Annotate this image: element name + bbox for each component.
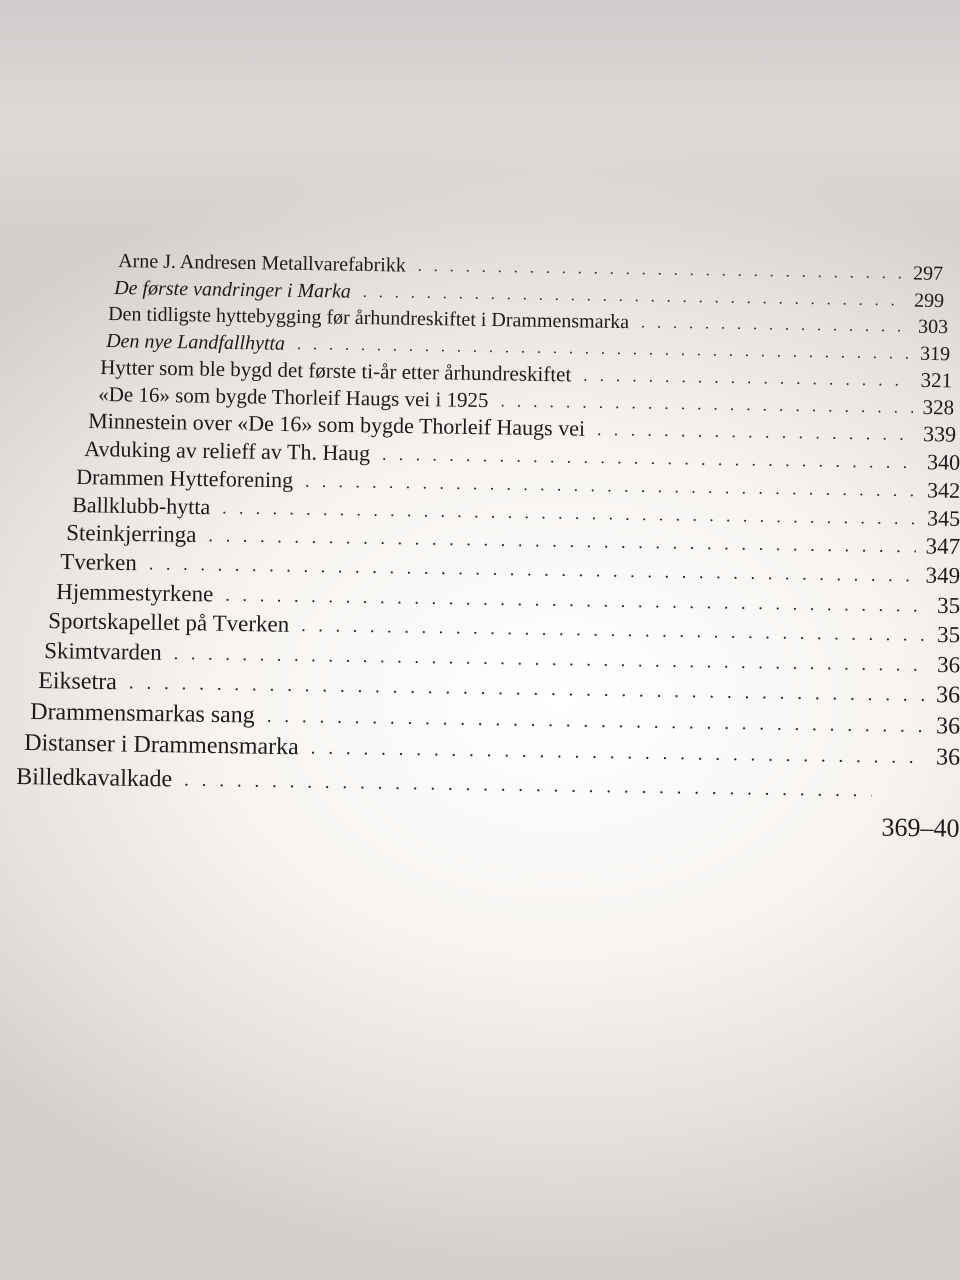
toc-entry-title: Hytter som ble bygd det første ti-år etter århundreskiftet — [100, 355, 572, 387]
toc-entry-title: Skimtvarden — [44, 638, 162, 665]
dot-leader — [641, 314, 908, 336]
toc-entry-title: Eiksetra — [38, 668, 118, 696]
toc-entry-page: 342 — [926, 477, 960, 503]
toc-entry-title: Arne J. Andresen Metallvarefabrikk — [118, 250, 407, 277]
toc-entry-title: Steinkjerringa — [66, 520, 197, 548]
toc-entry-title: Den nye Landfallhytta — [106, 330, 286, 355]
toc-entry-page: 328 — [922, 394, 955, 420]
toc-entry-page: 340 — [926, 449, 960, 475]
toc-entry-title: De første vandringer i Marka — [114, 277, 351, 303]
toc-entry-page: 321 — [920, 367, 953, 393]
toc-entry-page: 303 — [917, 315, 949, 339]
dot-leader — [418, 258, 904, 284]
toc-entry-page: 35 — [936, 621, 960, 648]
dot-leader — [382, 444, 917, 473]
toc-entry-title: Tverken — [60, 549, 138, 576]
dot-leader — [311, 738, 927, 770]
toc-entry-title: Sportskapellet på Tverken — [48, 608, 290, 637]
dot-leader — [363, 284, 905, 311]
toc-entry-title: Den tidligste hyttebygging før århundreskiftet i Drammensmarka — [108, 303, 630, 334]
toc-entry-page: 297 — [912, 262, 944, 285]
dot-leader — [583, 366, 911, 391]
dot-leader — [597, 419, 913, 445]
toc-entry-title: Minnestein over «De 16» som bygde Thorleif Haugs vei — [88, 408, 586, 441]
toc-entry-title: Hjemmestyrkene — [56, 579, 214, 607]
toc-entry-page: 339 — [922, 421, 957, 447]
toc-entry-title: Ballklubb-hytta — [72, 492, 211, 520]
toc-entry-page: 319 — [919, 342, 951, 366]
toc-entry-page: 36 — [935, 744, 960, 771]
toc-entry-title: Avduking av relieff av Th. Haug — [84, 436, 371, 466]
toc-entry-page: 347 — [925, 533, 960, 560]
toc-entry-page: 36 — [935, 682, 960, 709]
toc-entry-page: 35 — [936, 592, 960, 619]
dot-leader — [301, 615, 927, 646]
toc-entry-page: 345 — [926, 505, 960, 531]
toc-entry-page: 36 — [936, 652, 960, 678]
toc-entry-page: 349 — [925, 562, 960, 589]
toc-entry-title: «De 16» som bygde Thorleif Haugs vei i 1925 — [98, 382, 489, 413]
toc-entry-page: 369–40 — [881, 812, 960, 843]
toc-entry-title: Distanser i Drammensmarka — [24, 730, 299, 761]
toc-entry-title: Billedkavalkade — [16, 764, 173, 793]
dot-leader — [500, 391, 912, 417]
toc-entry-title: Drammensmarkas sang — [30, 699, 256, 729]
toc-entry-title: Drammen Hytteforening — [76, 464, 294, 493]
dot-leader — [184, 770, 872, 803]
toc-entry-page: 299 — [913, 289, 945, 313]
toc-entry-page: 36 — [935, 713, 960, 740]
dot-leader — [267, 706, 927, 738]
